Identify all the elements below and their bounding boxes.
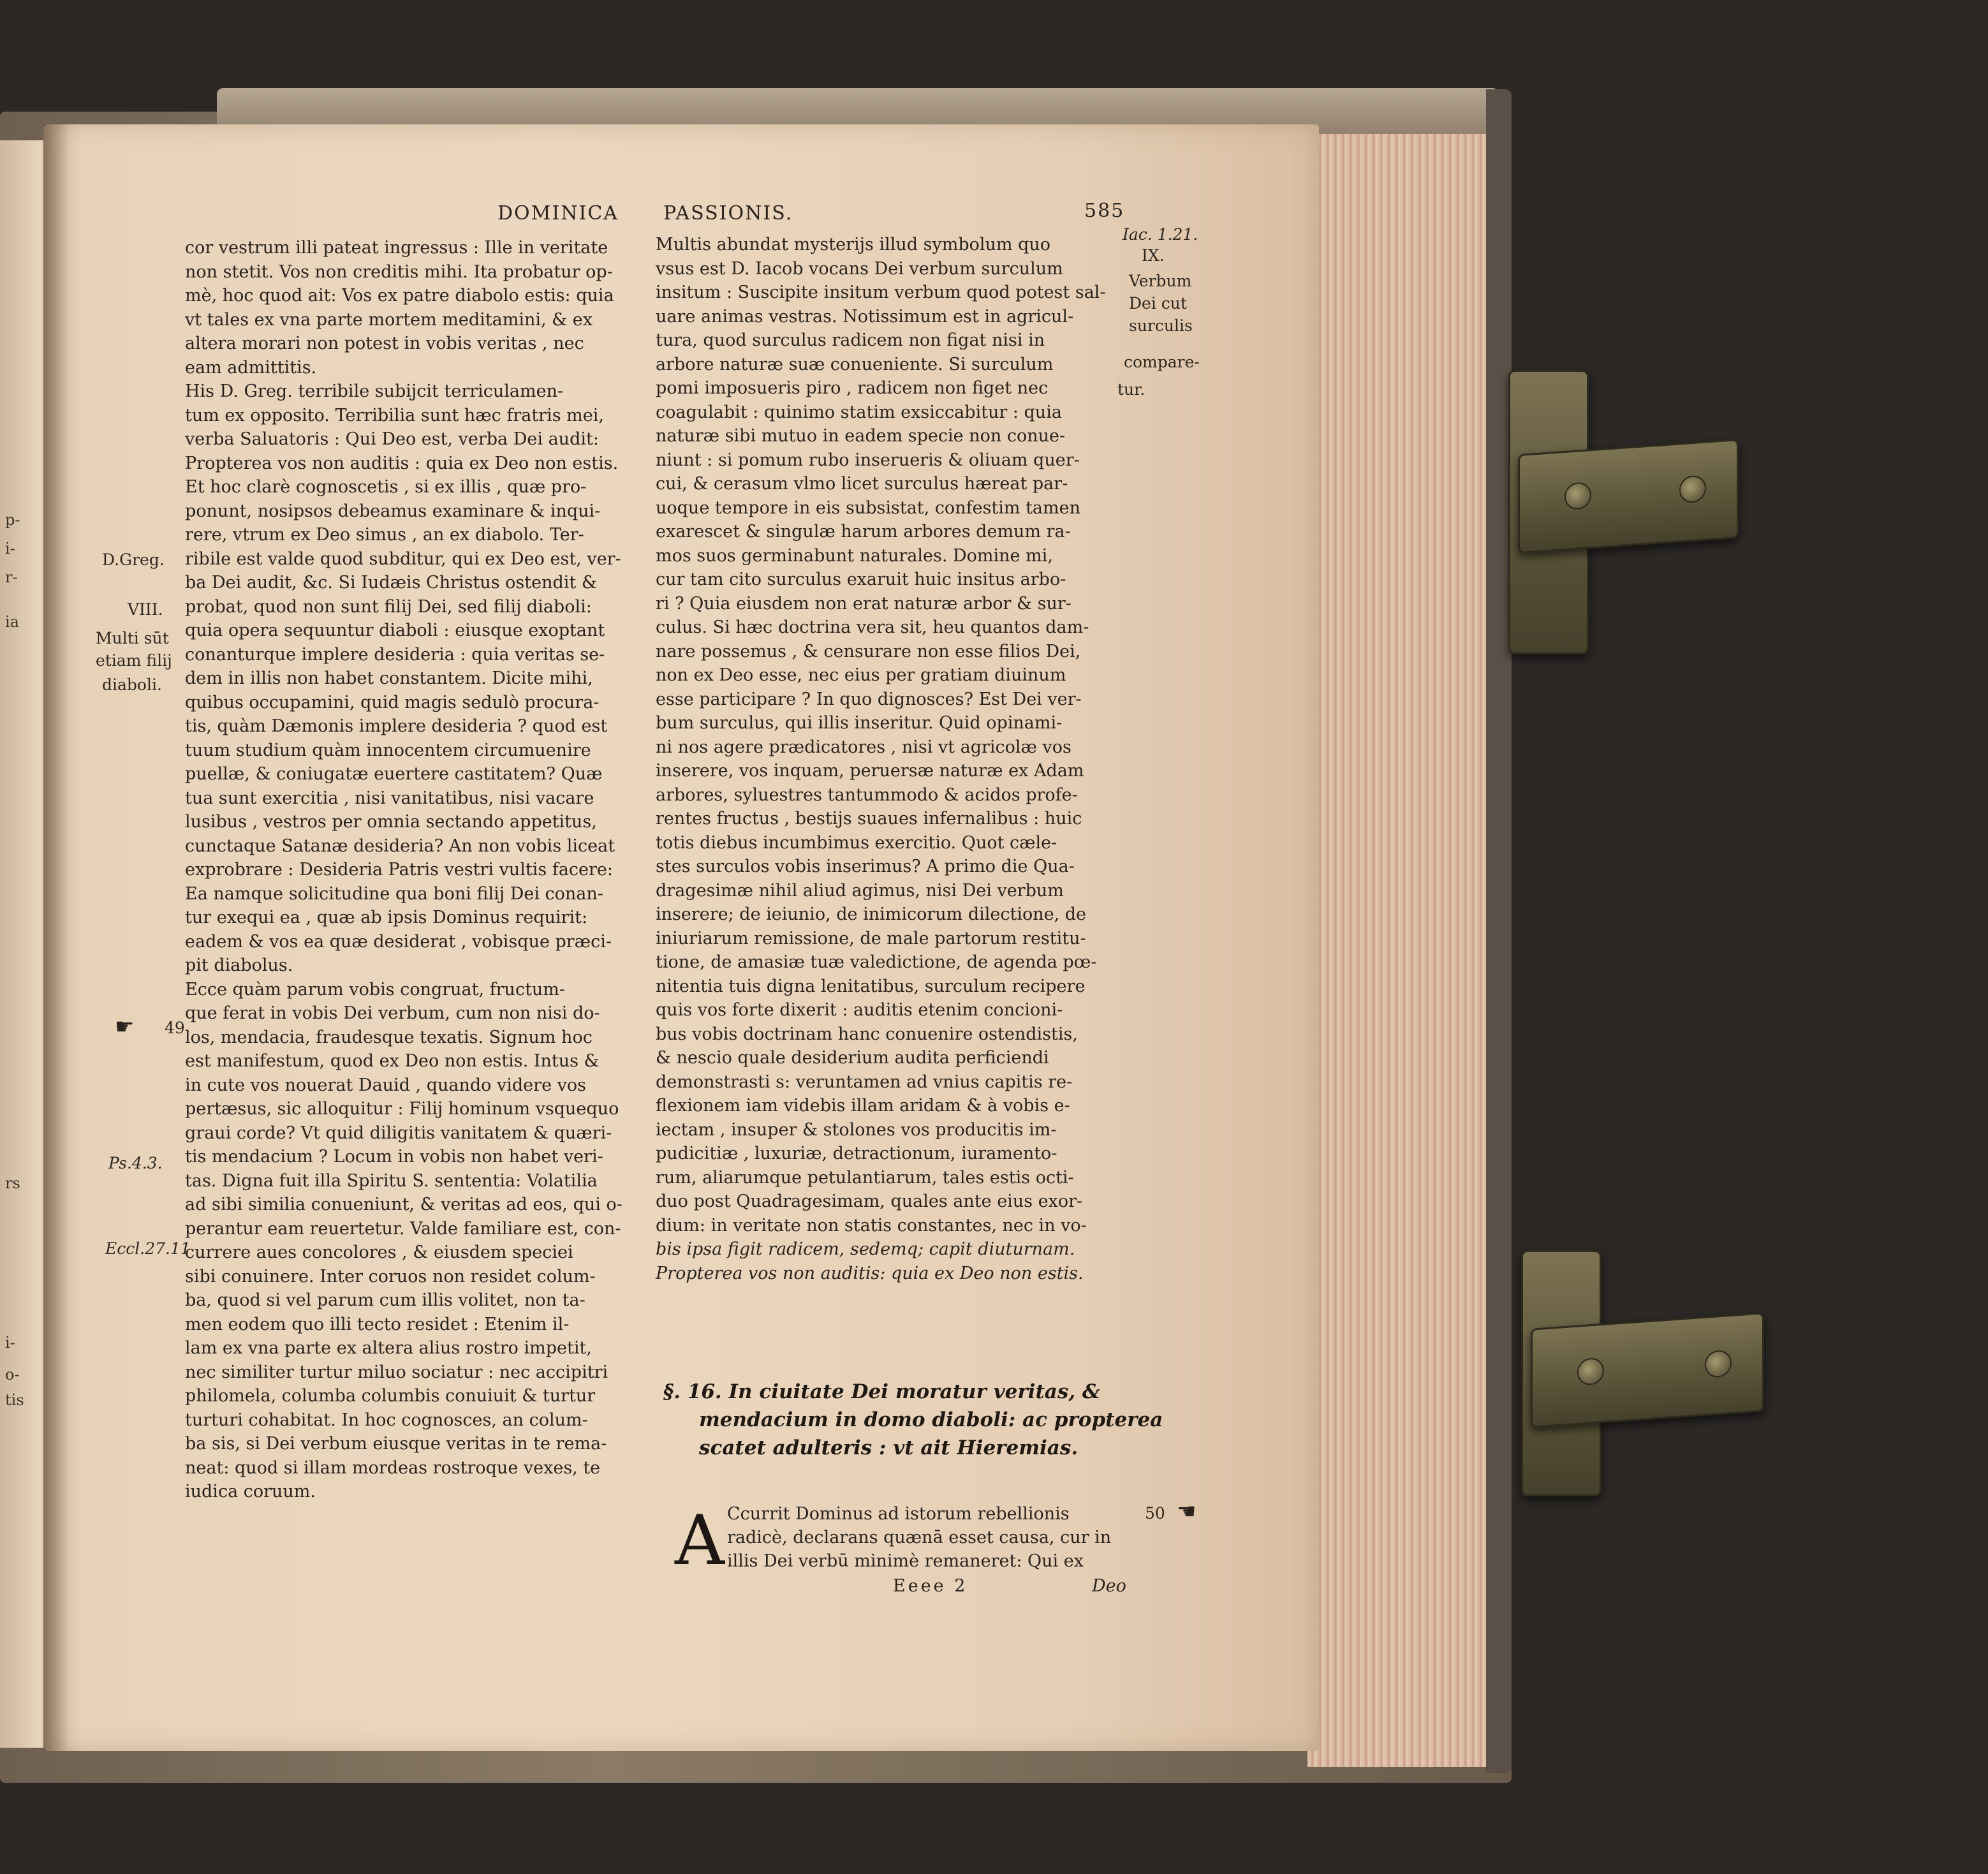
text-line: dragesimæ nihil aliud agimus, nisi Dei verbum <box>656 880 1064 901</box>
text-line: verba Saluatoris : Qui Deo est, verba Dei audit: <box>185 429 599 449</box>
text-line: turturi cohabitat. In hoc cognosces, an colum- <box>185 1410 588 1430</box>
catchword: Deo <box>1092 1576 1126 1596</box>
text-line: puellæ, & coniugatæ euertere castitatem? Quæ <box>185 764 603 784</box>
margin-note-summary: tur. <box>1117 380 1145 399</box>
text-line: His D. Greg. terribile subijcit terriculamen- <box>185 381 564 401</box>
text-line: tis, quàm Dæmonis implere desideria ? quod est <box>185 716 608 736</box>
text-line: tas. Digna fuit illa Spiritu S. sententia: Volatilia <box>185 1170 598 1191</box>
text-line: totis diebus incumbimus exercitio. Quot cæle- <box>656 832 1057 853</box>
text-line: los, mendacia, fraudesque texatis. Signum hoc <box>185 1027 593 1047</box>
section-heading-line: §. 16. In ciuitate Dei moratur veritas, & <box>663 1380 1100 1403</box>
text-line: exarescet & singulæ harum arbores demum ra- <box>656 522 1071 542</box>
text-line: mè, hoc quod ait: Vos ex patre diabolo estis: quia <box>185 286 614 306</box>
text-line: demonstrasti s: veruntamen ad vnius capitis re- <box>656 1072 1073 1092</box>
text-line: pertæsus, sic alloquitur : Filij hominum vsquequo <box>185 1099 619 1119</box>
text-line: non stetit. Vos non creditis mihi. Ita probatur op- <box>185 262 613 282</box>
text-column-left <box>185 236 622 1504</box>
margin-note-summary: compare- <box>1124 353 1200 371</box>
text-line: dem in illis non habet constantem. Dicite mihi, <box>185 668 593 688</box>
margin-note-paragraph-number: 49 <box>165 1019 185 1037</box>
rivet <box>1577 1357 1604 1386</box>
text-line: Et hoc clarè cognoscetis , si ex illis , quæ pro- <box>185 477 587 497</box>
section-heading <box>663 1378 1163 1462</box>
text-line: cur tam cito surculus exaruit huic insitus arbo- <box>656 570 1066 589</box>
text-line: bis ipsa figit radicem, sedemq; capit diuturnam. <box>656 1239 1075 1259</box>
text-line: flexionem iam videbis illam aridam & à vobis e- <box>656 1096 1070 1116</box>
text-line: & nescio quale desiderium audita perficiendi <box>656 1048 1049 1068</box>
margin-note-summary: Dei cut <box>1129 294 1187 313</box>
text-line: tum ex opposito. Terribilia sunt hæc fratris mei, <box>185 405 604 425</box>
margin-note-summary: surculis <box>1129 316 1193 335</box>
text-line: currere aues concolores , & eiusdem speciei <box>185 1243 573 1262</box>
text-line: eadem & vos ea quæ desiderat , vobisque præci- <box>185 931 612 952</box>
margin-note-multi: Multi sūt <box>96 629 169 647</box>
lower-clasp-strap <box>1531 1312 1764 1428</box>
rivet <box>1679 475 1706 503</box>
text-line: arbores, syluestres tantummodo & acidos profe- <box>656 785 1078 805</box>
text-line: exprobrare : Desideria Patris vestri vultis facere: <box>185 860 614 880</box>
text-line: quibus occupamini, quid magis sedulò procura- <box>185 692 600 712</box>
text-line: arbore naturæ suæ conueniente. Si surculum <box>656 354 1054 374</box>
text-line: conanturque implere desideria : quia veritas se- <box>185 644 605 665</box>
text-line: Propterea vos non auditis : quia ex Deo non estis. <box>185 453 619 473</box>
text-line: Ccurrit Dominus ad istorum rebellionis <box>727 1504 1070 1524</box>
text-line: nare possemus , & censurare non esse filios Dei, <box>656 641 1081 661</box>
text-line: ba sis, si Dei verbum eiusque veritas in te rema- <box>185 1434 607 1454</box>
text-line: Multis abundat mysterijs illud symbolum quo <box>656 235 1051 255</box>
text-line: radicè, declarans quænā esset causa, cur in <box>727 1528 1112 1547</box>
text-line: tua sunt exercitia , nisi vanitatibus, nisi vacare <box>185 788 594 808</box>
running-head-left: DOMINICA <box>497 202 619 225</box>
text-line: duo post Quadragesimam, quales ante eius exor- <box>656 1192 1083 1211</box>
text-line: Ecce quàm parum vobis congruat, fructum- <box>185 979 566 1000</box>
text-line: men eodem quo illi tecto residet : Etenim il- <box>185 1314 570 1334</box>
text-line: dium: in veritate non statis constantes, nec in vo- <box>656 1215 1087 1236</box>
page-stack-edge <box>1307 134 1499 1767</box>
pointing-hand-icon: ☛ <box>115 1014 135 1040</box>
rivet <box>1705 1350 1732 1378</box>
text-line: vt tales ex vna parte mortem meditamini, & ex <box>185 309 593 330</box>
text-line: iectam , insuper & stolones vos producitis im- <box>656 1119 1057 1140</box>
text-line: pomi imposueris piro , radicem non figet nec <box>656 378 1049 398</box>
facing-page-fragment: r- <box>5 568 18 586</box>
text-line: ba, quod si vel parum cum illis volitet, non ta- <box>185 1290 585 1310</box>
margin-note-number: IX. <box>1142 246 1165 265</box>
margin-note-reference: Ps.4.3. <box>108 1154 163 1172</box>
text-line: graui corde? Vt quid diligitis vanitatem & quæri- <box>185 1123 612 1143</box>
text-line: inserere; de ieiunio, de inimicorum dilectione, de <box>656 904 1087 924</box>
facing-page-fragment: i- <box>5 540 15 557</box>
drop-cap: A <box>675 1501 725 1581</box>
text-line: ni nos agere prædicatores , nisi vt agricolæ vos <box>656 737 1071 757</box>
text-line: uoque tempore in eis subsistat, confestim tamen <box>656 498 1080 518</box>
text-line: cui, & cerasum vlmo licet surculus hæreat par- <box>656 474 1068 494</box>
facing-page-fragment: p- <box>5 511 20 529</box>
margin-note-multi: diaboli. <box>102 675 162 694</box>
text-line: lam ex vna parte ex altera alius rostro impetit, <box>185 1338 592 1358</box>
text-line: naturæ sibi mutuo in eadem specie non conue- <box>656 426 1066 446</box>
text-line: eam admittitis. <box>185 357 317 378</box>
text-line: Ea namque solicitudine qua boni filij Dei conan- <box>185 883 603 904</box>
pointing-hand-icon: ☚ <box>1177 1499 1196 1524</box>
running-head-right: PASSIONIS. <box>663 202 793 225</box>
text-line: tur exequi ea , quæ ab ipsis Dominus requirit: <box>185 908 588 927</box>
text-line: uare animas vestras. Notissimum est in agricul- <box>656 306 1074 327</box>
text-line: illis Dei verbū minimè remaneret: Qui ex <box>727 1551 1084 1571</box>
text-line: nec similiter turtur miluo sociatur : nec accipitri <box>185 1362 608 1382</box>
facing-page-fragment: rs <box>5 1174 20 1192</box>
margin-note-multi: etiam filij <box>96 651 172 670</box>
page-gutter-shadow <box>43 124 69 1751</box>
text-line: esse participare ? In quo dignosces? Est Dei ver- <box>656 689 1082 709</box>
text-line: cor vestrum illi pateat ingressus : Ille in veritate <box>185 238 608 258</box>
text-line: culus. Si hæc doctrina vera sit, heu quantos dam- <box>656 617 1089 637</box>
text-line: coagulabit : quinimo statim exsiccabitur : quia <box>656 402 1062 422</box>
text-line: ad sibi similia conueniunt, & veritas ad eos, qui o- <box>185 1195 622 1214</box>
text-line: neat: quod si illam mordeas rostroque vexes, te <box>185 1457 601 1478</box>
margin-note-number: VIII. <box>128 600 163 619</box>
text-line: insitum : Suscipite insitum verbum quod potest sal- <box>656 283 1106 302</box>
text-line: sibi conuinere. Inter coruos non residet colum- <box>185 1266 596 1287</box>
rivet <box>1565 482 1591 510</box>
text-line: lusibus , vestros per omnia sectando appetitus, <box>185 812 597 832</box>
margin-note-reference: Iac. 1.21. <box>1123 225 1198 244</box>
facing-page-fragment: i- <box>5 1334 15 1352</box>
text-line: pudicitiæ , luxuriæ, detractionum, iuramento- <box>656 1144 1057 1163</box>
text-line: cunctaque Satanæ desideria? An non vobis liceat <box>185 836 615 856</box>
binding-edge <box>1486 89 1512 1773</box>
text-line: rum, aliarumque petulantiarum, tales estis octi- <box>656 1167 1074 1188</box>
text-line: est manifestum, quod ex Deo non estis. Intus & <box>185 1051 600 1071</box>
text-line: probat, quod non sunt filij Dei, sed filij diaboli: <box>185 596 592 617</box>
facing-page-fragment: o- <box>5 1366 20 1383</box>
text-line: tis mendacium ? Locum in vobis non habet veri- <box>185 1147 603 1167</box>
text-line: ba Dei audit, &c. Si Iudæis Christus ostendit & <box>185 573 597 593</box>
text-column-right <box>656 233 1106 1285</box>
text-line: que ferat in vobis Dei verbum, cum non nisi do- <box>185 1003 600 1023</box>
margin-note-paragraph-number: 50 <box>1145 1504 1165 1523</box>
text-line: quia opera sequuntur diaboli : eiusque exoptant <box>185 621 605 640</box>
text-line: philomela, columba columbis conuiuit & turtur <box>185 1386 596 1406</box>
text-line: altera morari non potest in vobis veritas , nec <box>185 334 584 353</box>
text-line: mos suos germinabunt naturales. Domine mi, <box>656 545 1053 566</box>
text-line: niunt : si pomum rubo inserueris & oliuam quer- <box>656 450 1080 470</box>
text-line: vsus est D. Iacob vocans Dei verbum surculum <box>656 258 1063 279</box>
text-line: tuum studium quàm innocentem circumuenire <box>185 740 591 760</box>
margin-note-greg: D.Greg. <box>102 550 165 569</box>
text-line: ri ? Quia eiusdem non erat naturæ arbor & sur- <box>656 593 1071 614</box>
text-line: iudica coruum. <box>185 1482 316 1501</box>
facing-page-fragment: ia <box>5 613 19 631</box>
margin-note-reference: Eccl.27.11 <box>105 1239 191 1258</box>
text-line: stes surculos vobis inserimus? A primo die Qua- <box>656 857 1075 876</box>
section-heading-line: mendacium in domo diaboli: ac propterea <box>699 1408 1163 1431</box>
text-line: iniuriarum remissione, de male partorum restitu- <box>656 928 1086 948</box>
text-line: perantur eam reuertetur. Valde familiare est, con- <box>185 1218 621 1239</box>
section-heading-line: scatet adulteris : vt ait Hieremias. <box>699 1436 1079 1459</box>
facing-page-fragment: tis <box>5 1391 24 1409</box>
text-line: quis vos forte dixerit : auditis etenim concioni- <box>656 1000 1063 1020</box>
text-line: tura, quod surculus radicem non figat nisi in <box>656 330 1045 350</box>
text-line: bum surculus, qui illis inseritur. Quid opinami- <box>656 713 1063 733</box>
page-number: 585 <box>1084 200 1125 222</box>
text-line: inserere, vos inquam, peruersæ naturæ ex Adam <box>656 761 1084 781</box>
text-line: ribile est valde quod subditur, qui ex Deo est, ver- <box>185 549 621 569</box>
margin-note-summary: Verbum <box>1129 272 1192 290</box>
paragraph-start <box>727 1502 1111 1573</box>
text-line: bus vobis doctrinam hanc conuenire ostendistis, <box>656 1024 1078 1044</box>
text-line: nitentia tuis digna lenitatibus, surculum recipere <box>656 976 1086 996</box>
text-line: pit diabolus. <box>185 955 293 975</box>
text-line: Propterea vos non auditis: quia ex Deo non estis. <box>656 1263 1084 1283</box>
text-line: tione, de amasiæ tuæ valedictione, de agenda pœ- <box>656 952 1097 972</box>
signature-mark: Eeee 2 <box>893 1576 968 1596</box>
upper-clasp-strap <box>1518 439 1739 554</box>
text-line: rere, vtrum ex Deo simus , an ex diabolo. Ter- <box>185 525 584 545</box>
text-line: ponunt, nosipsos debeamus examinare & inqui- <box>185 501 601 521</box>
text-line: rentes fructus , bestijs suaues infernalibus : huic <box>656 809 1082 829</box>
text-line: non ex Deo esse, nec eius per gratiam diuinum <box>656 665 1066 685</box>
text-line: in cute vos nouerat Dauid , quando videre vos <box>185 1075 586 1095</box>
